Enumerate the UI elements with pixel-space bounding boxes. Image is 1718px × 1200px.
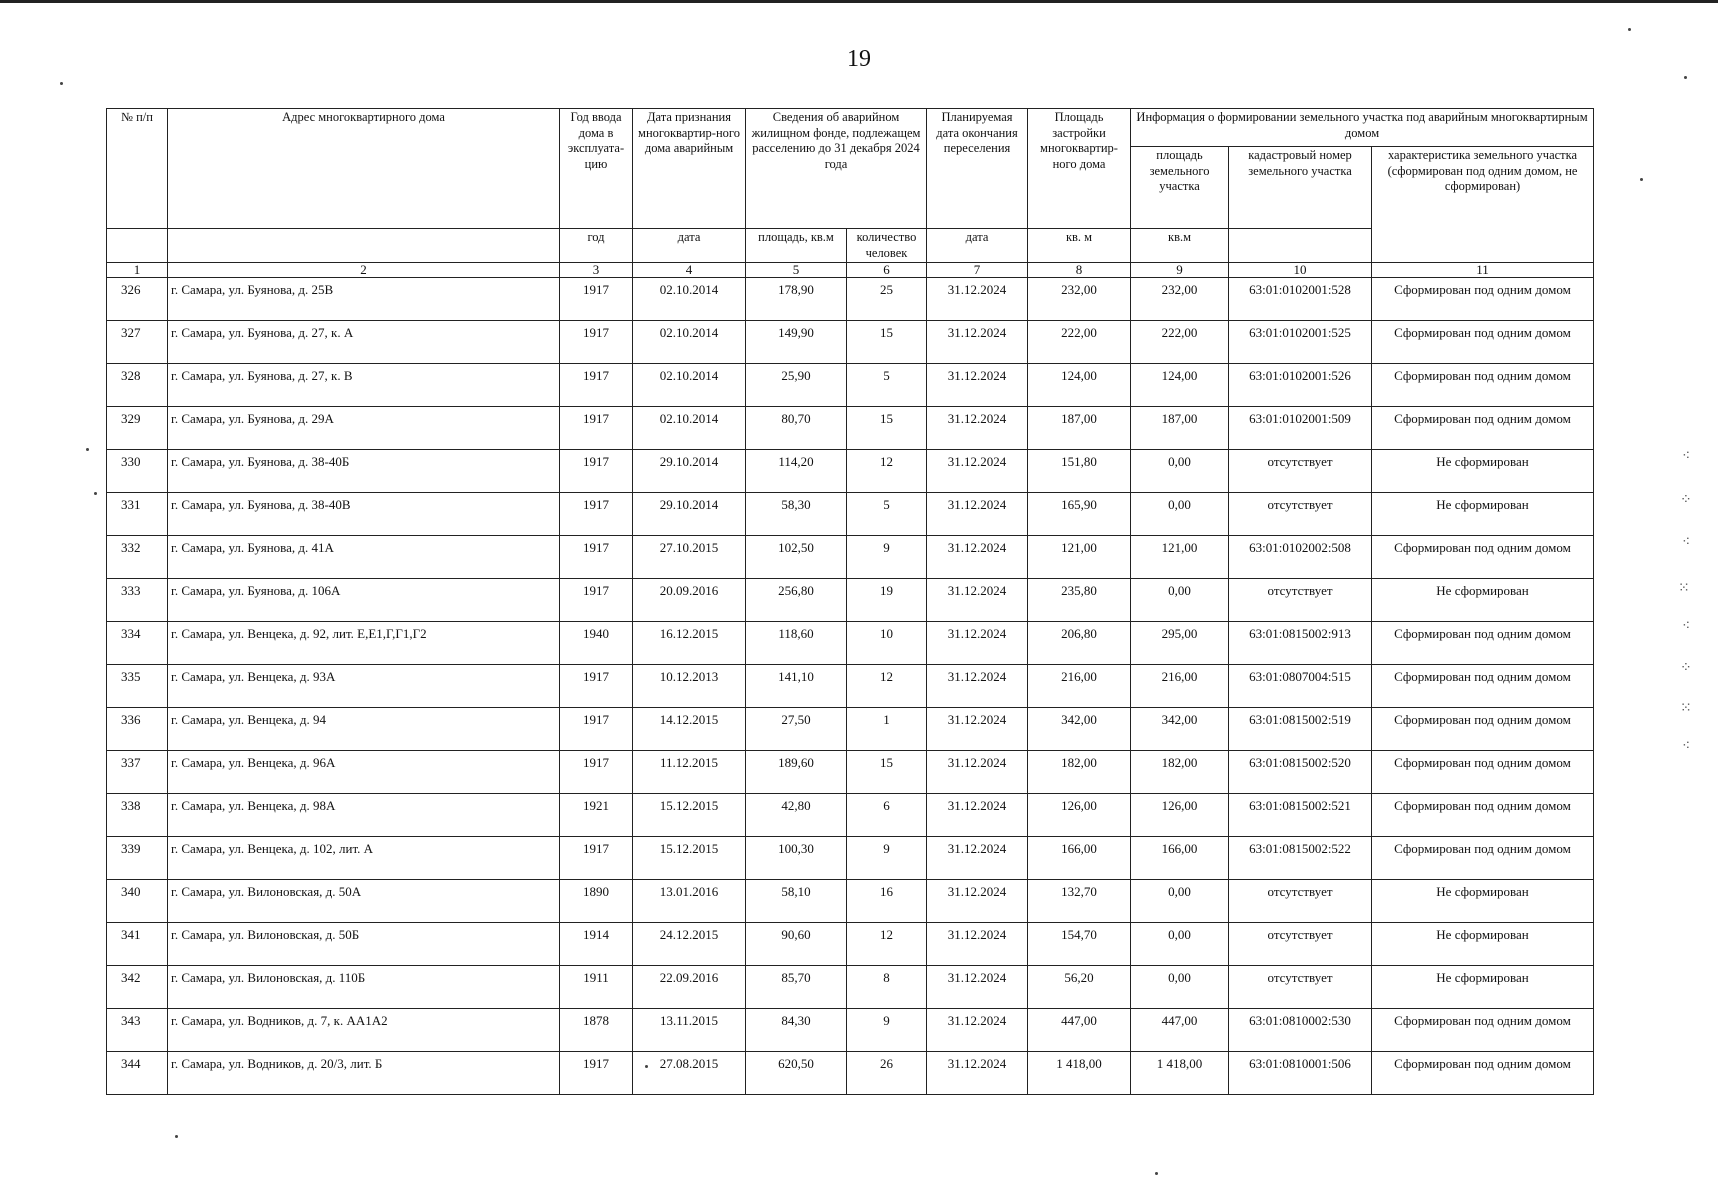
row-planned-date: 31.12.2024 bbox=[927, 579, 1028, 622]
row-planned-date: 31.12.2024 bbox=[927, 880, 1028, 923]
row-date-emergency: 24.12.2015 bbox=[633, 923, 746, 966]
row-cadastral: 63:01:0815002:519 bbox=[1229, 708, 1372, 751]
row-land-area: 0,00 bbox=[1131, 579, 1229, 622]
table-row bbox=[107, 751, 1594, 794]
row-land-area: 124,00 bbox=[1131, 364, 1229, 407]
row-cadastral: 63:01:0810001:506 bbox=[1229, 1052, 1372, 1095]
row-people: 5 bbox=[847, 493, 927, 536]
scan-artifact: ⁖ bbox=[1682, 534, 1691, 550]
row-address: г. Самара, ул. Венцека, д. 94 bbox=[168, 708, 560, 751]
row-cadastral: отсутствует bbox=[1229, 923, 1372, 966]
row-year: 1917 bbox=[560, 364, 633, 407]
row-land-area: 0,00 bbox=[1131, 450, 1229, 493]
row-address: г. Самара, ул. Вилоновская, д. 50А bbox=[168, 880, 560, 923]
row-people: 15 bbox=[847, 321, 927, 364]
header-year: Год ввода дома в эксплуата-цию bbox=[560, 109, 633, 229]
row-number: 326 bbox=[107, 278, 168, 321]
row-land-area: 0,00 bbox=[1131, 966, 1229, 1009]
row-year: 1917 bbox=[560, 536, 633, 579]
emergency-housing-table bbox=[106, 108, 1594, 1095]
row-planned-date: 31.12.2024 bbox=[927, 278, 1028, 321]
row-land-status: Сформирован под одним домом bbox=[1372, 665, 1594, 708]
row-building-area: 121,00 bbox=[1028, 536, 1131, 579]
row-people: 12 bbox=[847, 665, 927, 708]
row-people: 10 bbox=[847, 622, 927, 665]
row-people: 12 bbox=[847, 450, 927, 493]
row-building-area: 182,00 bbox=[1028, 751, 1131, 794]
row-date-emergency: 14.12.2015 bbox=[633, 708, 746, 751]
row-building-area: 124,00 bbox=[1028, 364, 1131, 407]
units-land-area: кв.м bbox=[1131, 229, 1229, 263]
table-row bbox=[107, 622, 1594, 665]
row-building-area: 151,80 bbox=[1028, 450, 1131, 493]
row-year: 1917 bbox=[560, 579, 633, 622]
row-land-area: 222,00 bbox=[1131, 321, 1229, 364]
row-date-emergency: 15.12.2015 bbox=[633, 837, 746, 880]
row-address: г. Самара, ул. Буянова, д. 29А bbox=[168, 407, 560, 450]
table-row bbox=[107, 364, 1594, 407]
row-people: 6 bbox=[847, 794, 927, 837]
row-area: 90,60 bbox=[746, 923, 847, 966]
header-num: № п/п bbox=[107, 109, 168, 229]
row-people: 9 bbox=[847, 536, 927, 579]
row-building-area: 126,00 bbox=[1028, 794, 1131, 837]
page-number: 19 bbox=[847, 46, 871, 72]
row-area: 27,50 bbox=[746, 708, 847, 751]
table-row bbox=[107, 1052, 1594, 1095]
row-date-emergency: 29.10.2014 bbox=[633, 450, 746, 493]
row-land-status: Сформирован под одним домом bbox=[1372, 708, 1594, 751]
row-land-status: Сформирован под одним домом bbox=[1372, 536, 1594, 579]
row-land-status: Не сформирован bbox=[1372, 966, 1594, 1009]
row-area: 114,20 bbox=[746, 450, 847, 493]
row-land-status: Не сформирован bbox=[1372, 880, 1594, 923]
row-address: г. Самара, ул. Венцека, д. 93А bbox=[168, 665, 560, 708]
row-people: 12 bbox=[847, 923, 927, 966]
row-number: 341 bbox=[107, 923, 168, 966]
row-land-area: 342,00 bbox=[1131, 708, 1229, 751]
row-date-emergency: 02.10.2014 bbox=[633, 407, 746, 450]
row-area: 102,50 bbox=[746, 536, 847, 579]
col-number: 8 bbox=[1028, 263, 1131, 278]
row-people: 26 bbox=[847, 1052, 927, 1095]
table-body bbox=[107, 278, 1594, 1095]
table-row bbox=[107, 407, 1594, 450]
header-land-info: Информация о формировании земельного участка под аварийным многоквартирным домом bbox=[1131, 109, 1594, 147]
table-row bbox=[107, 536, 1594, 579]
header-cadastral: кадастровый номер земельного участка bbox=[1229, 147, 1372, 229]
units-num-blank bbox=[107, 229, 168, 263]
row-date-emergency: 10.12.2013 bbox=[633, 665, 746, 708]
header-emergency-fund: Сведения об аварийном жилищном фонде, подлежащем расселению до 31 декабря 2024 года bbox=[746, 109, 927, 229]
row-cadastral: 63:01:0815002:522 bbox=[1229, 837, 1372, 880]
scan-artifact: ⁙ bbox=[1680, 700, 1692, 716]
row-date-emergency: 11.12.2015 bbox=[633, 751, 746, 794]
row-cadastral: 63:01:0102001:509 bbox=[1229, 407, 1372, 450]
col-number: 4 bbox=[633, 263, 746, 278]
row-area: 256,80 bbox=[746, 579, 847, 622]
row-building-area: 222,00 bbox=[1028, 321, 1131, 364]
row-year: 1878 bbox=[560, 1009, 633, 1052]
scan-artifact: ⁙ bbox=[1678, 580, 1690, 596]
row-building-area: 206,80 bbox=[1028, 622, 1131, 665]
row-building-area: 216,00 bbox=[1028, 665, 1131, 708]
row-land-status: Сформирован под одним домом bbox=[1372, 837, 1594, 880]
row-building-area: 166,00 bbox=[1028, 837, 1131, 880]
row-land-area: 1 418,00 bbox=[1131, 1052, 1229, 1095]
row-year: 1911 bbox=[560, 966, 633, 1009]
header-date-emergency: Дата признания многоквартир-ного дома аварийным bbox=[633, 109, 746, 229]
row-area: 100,30 bbox=[746, 837, 847, 880]
units-people: количество человек bbox=[847, 229, 927, 263]
row-area: 58,10 bbox=[746, 880, 847, 923]
row-date-emergency: 02.10.2014 bbox=[633, 321, 746, 364]
row-year: 1940 bbox=[560, 622, 633, 665]
row-land-area: 447,00 bbox=[1131, 1009, 1229, 1052]
units-date-emergency: дата bbox=[633, 229, 746, 263]
row-number: 339 bbox=[107, 837, 168, 880]
row-area: 85,70 bbox=[746, 966, 847, 1009]
row-land-status: Сформирован под одним домом bbox=[1372, 751, 1594, 794]
row-cadastral: отсутствует bbox=[1229, 966, 1372, 1009]
row-number: 337 bbox=[107, 751, 168, 794]
row-building-area: 187,00 bbox=[1028, 407, 1131, 450]
row-land-area: 0,00 bbox=[1131, 880, 1229, 923]
col-number: 7 bbox=[927, 263, 1028, 278]
header-address: Адрес многоквартирного дома bbox=[168, 109, 560, 229]
row-address: г. Самара, ул. Буянова, д. 25В bbox=[168, 278, 560, 321]
row-land-status: Сформирован под одним домом bbox=[1372, 321, 1594, 364]
row-people: 15 bbox=[847, 407, 927, 450]
row-number: 335 bbox=[107, 665, 168, 708]
row-people: 8 bbox=[847, 966, 927, 1009]
row-building-area: 235,80 bbox=[1028, 579, 1131, 622]
row-planned-date: 31.12.2024 bbox=[927, 708, 1028, 751]
row-number: 338 bbox=[107, 794, 168, 837]
table-row bbox=[107, 880, 1594, 923]
row-address: г. Самара, ул. Водников, д. 20/3, лит. Б bbox=[168, 1052, 560, 1095]
row-land-status: Не сформирован bbox=[1372, 923, 1594, 966]
row-people: 19 bbox=[847, 579, 927, 622]
row-building-area: 447,00 bbox=[1028, 1009, 1131, 1052]
units-building-area: кв. м bbox=[1028, 229, 1131, 263]
col-number: 3 bbox=[560, 263, 633, 278]
row-date-emergency: 22.09.2016 bbox=[633, 966, 746, 1009]
row-building-area: 165,90 bbox=[1028, 493, 1131, 536]
row-number: 340 bbox=[107, 880, 168, 923]
row-land-status: Не сформирован bbox=[1372, 450, 1594, 493]
scan-dot bbox=[175, 1135, 178, 1138]
row-address: г. Самара, ул. Венцека, д. 96А bbox=[168, 751, 560, 794]
units-address-blank bbox=[168, 229, 560, 263]
row-land-area: 182,00 bbox=[1131, 751, 1229, 794]
row-area: 178,90 bbox=[746, 278, 847, 321]
row-date-emergency: 02.10.2014 bbox=[633, 278, 746, 321]
row-number: 327 bbox=[107, 321, 168, 364]
row-area: 141,10 bbox=[746, 665, 847, 708]
table-row bbox=[107, 966, 1594, 1009]
col-number: 1 bbox=[107, 263, 168, 278]
row-area: 42,80 bbox=[746, 794, 847, 837]
row-number: 328 bbox=[107, 364, 168, 407]
row-number: 344 bbox=[107, 1052, 168, 1095]
row-planned-date: 31.12.2024 bbox=[927, 622, 1028, 665]
row-year: 1917 bbox=[560, 450, 633, 493]
row-cadastral: отсутствует bbox=[1229, 450, 1372, 493]
row-year: 1890 bbox=[560, 880, 633, 923]
units-year: год bbox=[560, 229, 633, 263]
row-building-area: 342,00 bbox=[1028, 708, 1131, 751]
col-number: 11 bbox=[1372, 263, 1594, 278]
row-planned-date: 31.12.2024 bbox=[927, 923, 1028, 966]
scan-dot bbox=[1155, 1172, 1158, 1175]
row-land-area: 126,00 bbox=[1131, 794, 1229, 837]
row-year: 1921 bbox=[560, 794, 633, 837]
row-address: г. Самара, ул. Водников, д. 7, к. АА1А2 bbox=[168, 1009, 560, 1052]
row-planned-date: 31.12.2024 bbox=[927, 493, 1028, 536]
scan-dot bbox=[60, 82, 63, 85]
row-year: 1917 bbox=[560, 708, 633, 751]
row-area: 620,50 bbox=[746, 1052, 847, 1095]
table-row bbox=[107, 579, 1594, 622]
row-people: 9 bbox=[847, 1009, 927, 1052]
row-address: г. Самара, ул. Буянова, д. 106А bbox=[168, 579, 560, 622]
row-land-area: 0,00 bbox=[1131, 923, 1229, 966]
col-number: 10 bbox=[1229, 263, 1372, 278]
row-land-area: 166,00 bbox=[1131, 837, 1229, 880]
table-row bbox=[107, 665, 1594, 708]
row-planned-date: 31.12.2024 bbox=[927, 1009, 1028, 1052]
table-row bbox=[107, 493, 1594, 536]
row-cadastral: 63:01:0102001:528 bbox=[1229, 278, 1372, 321]
row-date-emergency: 20.09.2016 bbox=[633, 579, 746, 622]
col-number: 6 bbox=[847, 263, 927, 278]
row-planned-date: 31.12.2024 bbox=[927, 665, 1028, 708]
header-land-char: характеристика земельного участка (сформирован под одним домом, не сформирован) bbox=[1372, 147, 1594, 263]
row-land-status: Сформирован под одним домом bbox=[1372, 364, 1594, 407]
row-number: 330 bbox=[107, 450, 168, 493]
row-number: 329 bbox=[107, 407, 168, 450]
scan-dot bbox=[1628, 28, 1631, 31]
table-row bbox=[107, 450, 1594, 493]
col-number: 2 bbox=[168, 263, 560, 278]
row-address: г. Самара, ул. Венцека, д. 92, лит. Е,Е1,Г,Г1,Г2 bbox=[168, 622, 560, 665]
row-people: 15 bbox=[847, 751, 927, 794]
row-cadastral: 63:01:0815002:913 bbox=[1229, 622, 1372, 665]
col-number: 5 bbox=[746, 263, 847, 278]
row-people: 25 bbox=[847, 278, 927, 321]
row-area: 84,30 bbox=[746, 1009, 847, 1052]
row-number: 336 bbox=[107, 708, 168, 751]
row-planned-date: 31.12.2024 bbox=[927, 1052, 1028, 1095]
scan-dot bbox=[86, 448, 89, 451]
row-land-status: Сформирован под одним домом bbox=[1372, 1052, 1594, 1095]
row-cadastral: 63:01:0102001:526 bbox=[1229, 364, 1372, 407]
row-date-emergency: 15.12.2015 bbox=[633, 794, 746, 837]
row-number: 332 bbox=[107, 536, 168, 579]
units-area: площадь, кв.м bbox=[746, 229, 847, 263]
row-area: 80,70 bbox=[746, 407, 847, 450]
col-number: 9 bbox=[1131, 263, 1229, 278]
row-area: 25,90 bbox=[746, 364, 847, 407]
row-cadastral: 63:01:0815002:520 bbox=[1229, 751, 1372, 794]
scan-artifact: ⁖ bbox=[1682, 448, 1691, 464]
scan-artifact: ⁘ bbox=[1680, 660, 1692, 676]
row-land-area: 0,00 bbox=[1131, 493, 1229, 536]
table-row bbox=[107, 1009, 1594, 1052]
row-date-emergency: 27.08.2015 bbox=[633, 1052, 746, 1095]
header-planned-date: Планируемая дата окончания переселения bbox=[927, 109, 1028, 229]
row-year: 1917 bbox=[560, 278, 633, 321]
row-number: 333 bbox=[107, 579, 168, 622]
row-date-emergency: 13.01.2016 bbox=[633, 880, 746, 923]
row-cadastral: отсутствует bbox=[1229, 493, 1372, 536]
row-land-area: 187,00 bbox=[1131, 407, 1229, 450]
row-number: 343 bbox=[107, 1009, 168, 1052]
row-land-status: Сформирован под одним домом bbox=[1372, 1009, 1594, 1052]
row-date-emergency: 13.11.2015 bbox=[633, 1009, 746, 1052]
row-number: 334 bbox=[107, 622, 168, 665]
table-row bbox=[107, 321, 1594, 364]
row-area: 149,90 bbox=[746, 321, 847, 364]
row-date-emergency: 02.10.2014 bbox=[633, 364, 746, 407]
row-cadastral: отсутствует bbox=[1229, 880, 1372, 923]
row-address: г. Самара, ул. Вилоновская, д. 50Б bbox=[168, 923, 560, 966]
row-area: 58,30 bbox=[746, 493, 847, 536]
row-people: 16 bbox=[847, 880, 927, 923]
scan-dot bbox=[1640, 178, 1643, 181]
row-year: 1917 bbox=[560, 751, 633, 794]
row-address: г. Самара, ул. Вилоновская, д. 110Б bbox=[168, 966, 560, 1009]
row-planned-date: 31.12.2024 bbox=[927, 837, 1028, 880]
row-land-area: 216,00 bbox=[1131, 665, 1229, 708]
row-area: 118,60 bbox=[746, 622, 847, 665]
row-date-emergency: 16.12.2015 bbox=[633, 622, 746, 665]
scan-dot bbox=[645, 1065, 648, 1068]
row-planned-date: 31.12.2024 bbox=[927, 966, 1028, 1009]
row-planned-date: 31.12.2024 bbox=[927, 407, 1028, 450]
row-people: 1 bbox=[847, 708, 927, 751]
row-year: 1917 bbox=[560, 837, 633, 880]
units-cadastral-blank bbox=[1229, 229, 1372, 263]
row-land-area: 121,00 bbox=[1131, 536, 1229, 579]
row-people: 5 bbox=[847, 364, 927, 407]
row-date-emergency: 29.10.2014 bbox=[633, 493, 746, 536]
row-building-area: 1 418,00 bbox=[1028, 1052, 1131, 1095]
row-people: 9 bbox=[847, 837, 927, 880]
page-top-edge bbox=[0, 0, 1718, 3]
row-land-status: Сформирован под одним домом bbox=[1372, 407, 1594, 450]
row-address: г. Самара, ул. Буянова, д. 38-40В bbox=[168, 493, 560, 536]
row-number: 331 bbox=[107, 493, 168, 536]
row-building-area: 154,70 bbox=[1028, 923, 1131, 966]
row-date-emergency: 27.10.2015 bbox=[633, 536, 746, 579]
row-planned-date: 31.12.2024 bbox=[927, 450, 1028, 493]
row-address: г. Самара, ул. Венцека, д. 102, лит. А bbox=[168, 837, 560, 880]
row-cadastral: 63:01:0102002:508 bbox=[1229, 536, 1372, 579]
units-planned-date: дата bbox=[927, 229, 1028, 263]
row-year: 1917 bbox=[560, 665, 633, 708]
row-land-status: Не сформирован bbox=[1372, 579, 1594, 622]
row-land-status: Сформирован под одним домом bbox=[1372, 622, 1594, 665]
row-address: г. Самара, ул. Венцека, д. 98А bbox=[168, 794, 560, 837]
scan-artifact: ⁖ bbox=[1682, 738, 1691, 754]
row-land-area: 295,00 bbox=[1131, 622, 1229, 665]
row-cadastral: отсутствует bbox=[1229, 579, 1372, 622]
header-building-area: Площадь застройки многоквартир-ного дома bbox=[1028, 109, 1131, 229]
scan-dot bbox=[1684, 76, 1687, 79]
row-planned-date: 31.12.2024 bbox=[927, 321, 1028, 364]
row-year: 1917 bbox=[560, 321, 633, 364]
scan-dot bbox=[94, 492, 97, 495]
row-number: 342 bbox=[107, 966, 168, 1009]
row-building-area: 56,20 bbox=[1028, 966, 1131, 1009]
row-year: 1917 bbox=[560, 407, 633, 450]
row-address: г. Самара, ул. Буянова, д. 27, к. В bbox=[168, 364, 560, 407]
row-address: г. Самара, ул. Буянова, д. 41А bbox=[168, 536, 560, 579]
row-land-status: Сформирован под одним домом bbox=[1372, 794, 1594, 837]
column-numbers-row bbox=[107, 263, 1594, 278]
row-planned-date: 31.12.2024 bbox=[927, 536, 1028, 579]
row-cadastral: 63:01:0815002:521 bbox=[1229, 794, 1372, 837]
row-land-area: 232,00 bbox=[1131, 278, 1229, 321]
row-planned-date: 31.12.2024 bbox=[927, 364, 1028, 407]
row-cadastral: 63:01:0807004:515 bbox=[1229, 665, 1372, 708]
scan-artifact: ⁘ bbox=[1680, 492, 1692, 508]
table-row bbox=[107, 923, 1594, 966]
row-cadastral: 63:01:0810002:530 bbox=[1229, 1009, 1372, 1052]
row-planned-date: 31.12.2024 bbox=[927, 794, 1028, 837]
row-land-status: Не сформирован bbox=[1372, 493, 1594, 536]
row-building-area: 132,70 bbox=[1028, 880, 1131, 923]
row-address: г. Самара, ул. Буянова, д. 38-40Б bbox=[168, 450, 560, 493]
table-row bbox=[107, 708, 1594, 751]
row-building-area: 232,00 bbox=[1028, 278, 1131, 321]
row-planned-date: 31.12.2024 bbox=[927, 751, 1028, 794]
row-cadastral: 63:01:0102001:525 bbox=[1229, 321, 1372, 364]
row-year: 1917 bbox=[560, 1052, 633, 1095]
row-land-status: Сформирован под одним домом bbox=[1372, 278, 1594, 321]
scan-artifact: ⁖ bbox=[1682, 618, 1691, 634]
row-year: 1914 bbox=[560, 923, 633, 966]
table-row bbox=[107, 837, 1594, 880]
table-row bbox=[107, 794, 1594, 837]
table-row bbox=[107, 278, 1594, 321]
row-address: г. Самара, ул. Буянова, д. 27, к. А bbox=[168, 321, 560, 364]
row-area: 189,60 bbox=[746, 751, 847, 794]
header-land-area: площадь земельного участка bbox=[1131, 147, 1229, 229]
row-year: 1917 bbox=[560, 493, 633, 536]
